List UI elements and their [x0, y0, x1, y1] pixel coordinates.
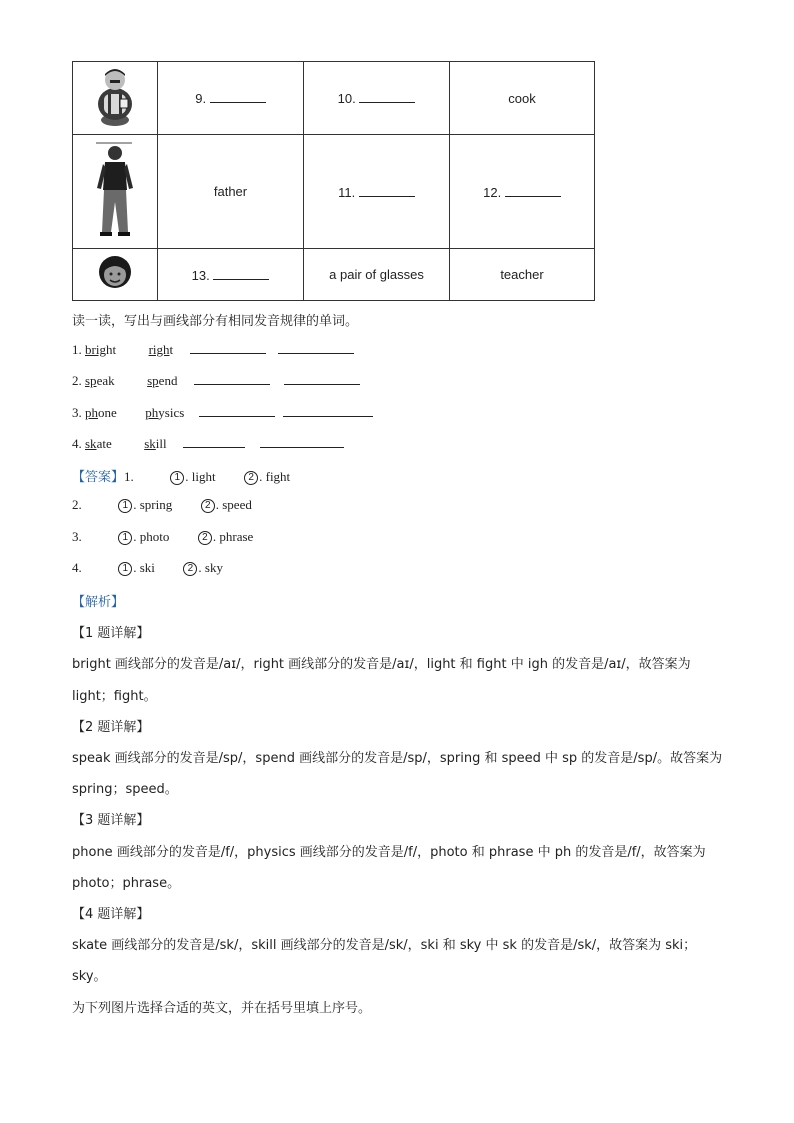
- answer-line: 3. 1 . photo 2 . phrase: [72, 529, 254, 544]
- answer-word: photo: [139, 529, 170, 544]
- item-number: 13.: [191, 267, 210, 283]
- answer-blank[interactable]: [359, 184, 415, 197]
- table-cell: [450, 135, 595, 249]
- answer-word: spring: [139, 497, 173, 512]
- table-cell: cook: [450, 62, 595, 135]
- answer-blank[interactable]: [284, 372, 360, 385]
- exercise-number: 2.: [72, 373, 82, 388]
- table-row: [73, 62, 595, 135]
- detail-text: bright 画线部分的发音是/aɪ/，right 画线部分的发音是/aɪ/，light 和 fight 中 igh 的发音是/aɪ/，故答案为: [72, 657, 691, 672]
- circled-number-2: 2: [198, 531, 212, 545]
- circled-number-1: 1: [118, 531, 132, 545]
- underlined-part: sk: [85, 436, 97, 451]
- answer-word: light: [191, 469, 216, 484]
- detail-text: light；fight。: [72, 689, 157, 704]
- word-rest: ysics: [158, 405, 185, 420]
- answer-blank[interactable]: [260, 435, 344, 448]
- table-row: [73, 135, 595, 249]
- man-with-mug-icon: [90, 66, 140, 128]
- answer-label: 【答案】: [72, 470, 125, 485]
- circled-number-2: 2: [183, 562, 197, 576]
- exercise-word: [145, 405, 184, 420]
- exercise-item: [72, 341, 354, 358]
- answer-blank[interactable]: [278, 341, 354, 354]
- detail-text: skate 画线部分的发音是/sk/，skill 画线部分的发音是/sk/，ski 和 sky 中 sk 的发音是/sk/，故答案为 ski；: [72, 938, 697, 953]
- circled-number-2: 2: [201, 499, 215, 513]
- answer-word: ski: [139, 560, 155, 575]
- detail-text: sky。: [72, 969, 107, 984]
- exercise-item: [72, 435, 344, 452]
- exercise-instruction: 读一读，写出与画线部分有相同发音规律的单词。: [72, 314, 359, 329]
- exercise-number: 1.: [72, 342, 82, 357]
- answer-line: 4. 1 . ski 2 . sky: [72, 560, 223, 575]
- word-rest: ht: [105, 342, 117, 357]
- answer-blank[interactable]: [359, 90, 415, 103]
- word-rest: one: [98, 405, 117, 420]
- word-rest: ill: [155, 436, 167, 451]
- item-number: 11.: [338, 184, 356, 200]
- answer-blank[interactable]: [213, 267, 269, 280]
- word-rest: end: [158, 373, 178, 388]
- exercise-word: [85, 405, 117, 420]
- table-cell: [304, 135, 450, 249]
- answer-word: sky: [204, 560, 223, 575]
- exercise-item: [72, 372, 360, 389]
- table-image-cell: [73, 62, 158, 135]
- detail-text: phone 画线部分的发音是/f/，physics 画线部分的发音是/f/，photo 和 phrase 中 ph 的发音是/f/，故答案为: [72, 845, 706, 860]
- word-rest: t: [169, 342, 174, 357]
- table-cell: a pair of glasses: [304, 249, 450, 301]
- table-row: [73, 249, 595, 301]
- item-number: 12.: [483, 184, 502, 200]
- exercise-word: [149, 342, 174, 357]
- exercise-item: [72, 404, 373, 421]
- item-number: 9.: [195, 91, 207, 106]
- detail-title: 【1 题详解】: [72, 626, 150, 641]
- answer-number: 2.: [72, 497, 82, 512]
- exercise-word: [144, 436, 166, 451]
- underlined-part: sk: [144, 436, 156, 451]
- detail-text: spring；speed。: [72, 782, 178, 797]
- item-number: 10.: [337, 91, 356, 106]
- answer-blank[interactable]: [183, 435, 245, 448]
- exercise-word: [147, 373, 177, 388]
- exercise-word: [85, 342, 116, 357]
- underlined-part: sp: [85, 373, 97, 388]
- table-cell: teacher: [450, 249, 595, 301]
- table-cell: [158, 62, 304, 135]
- circled-number-1: 1: [118, 562, 132, 576]
- underlined-part: ph: [145, 405, 159, 420]
- table-image-cell: [73, 249, 158, 301]
- circled-number-1: 1: [170, 471, 184, 485]
- answer-word: speed: [222, 497, 252, 512]
- answer-number: 4.: [72, 560, 82, 575]
- exercise-word: [85, 373, 115, 388]
- underlined-part: righ: [148, 342, 170, 357]
- table-cell: father: [158, 135, 304, 249]
- answer-word: fight: [265, 469, 291, 484]
- analysis-label: 【解析】: [72, 595, 125, 610]
- answer-blank[interactable]: [199, 404, 275, 417]
- answer-line: 【答案】1. 1 . light 2 . fight: [72, 469, 291, 485]
- answer-line: 2. 1 . spring 2 . speed: [72, 497, 252, 512]
- detail-title: 【4 题详解】: [72, 907, 150, 922]
- word-rest: eak: [96, 373, 115, 388]
- detail-title: 【3 题详解】: [72, 813, 150, 828]
- underlined-part: ph: [85, 405, 98, 420]
- exercise-word: [85, 436, 112, 451]
- woman-face-icon: [95, 253, 135, 293]
- answer-blank[interactable]: [190, 341, 266, 354]
- vocabulary-table: [72, 61, 595, 301]
- answer-blank[interactable]: [283, 404, 373, 417]
- word-rest: ate: [96, 436, 112, 451]
- answer-blank[interactable]: [505, 184, 561, 197]
- answer-number: 1.: [124, 469, 134, 484]
- table-cell: [304, 62, 450, 135]
- answer-word: phrase: [219, 529, 254, 544]
- circled-number-1: 1: [118, 499, 132, 513]
- exercise-number: 3.: [72, 405, 82, 420]
- table-image-cell: [73, 135, 158, 249]
- answer-blank[interactable]: [194, 372, 270, 385]
- detail-text: speak 画线部分的发音是/sp/，spend 画线部分的发音是/sp/，spring 和 speed 中 sp 的发音是/sp/。故答案为: [72, 751, 723, 766]
- exercise-instruction: 为下列图片选择合适的英文，并在括号里填上序号。: [72, 1001, 372, 1016]
- answer-number: 3.: [72, 529, 82, 544]
- standing-man-icon: [92, 140, 138, 240]
- answer-blank[interactable]: [210, 90, 266, 103]
- underlined-part: brig: [85, 342, 106, 357]
- detail-text: photo；phrase。: [72, 876, 181, 891]
- detail-title: 【2 题详解】: [72, 720, 150, 735]
- circled-number-2: 2: [244, 471, 258, 485]
- underlined-part: sp: [147, 373, 159, 388]
- exercise-number: 4.: [72, 436, 82, 451]
- table-cell: [158, 249, 304, 301]
